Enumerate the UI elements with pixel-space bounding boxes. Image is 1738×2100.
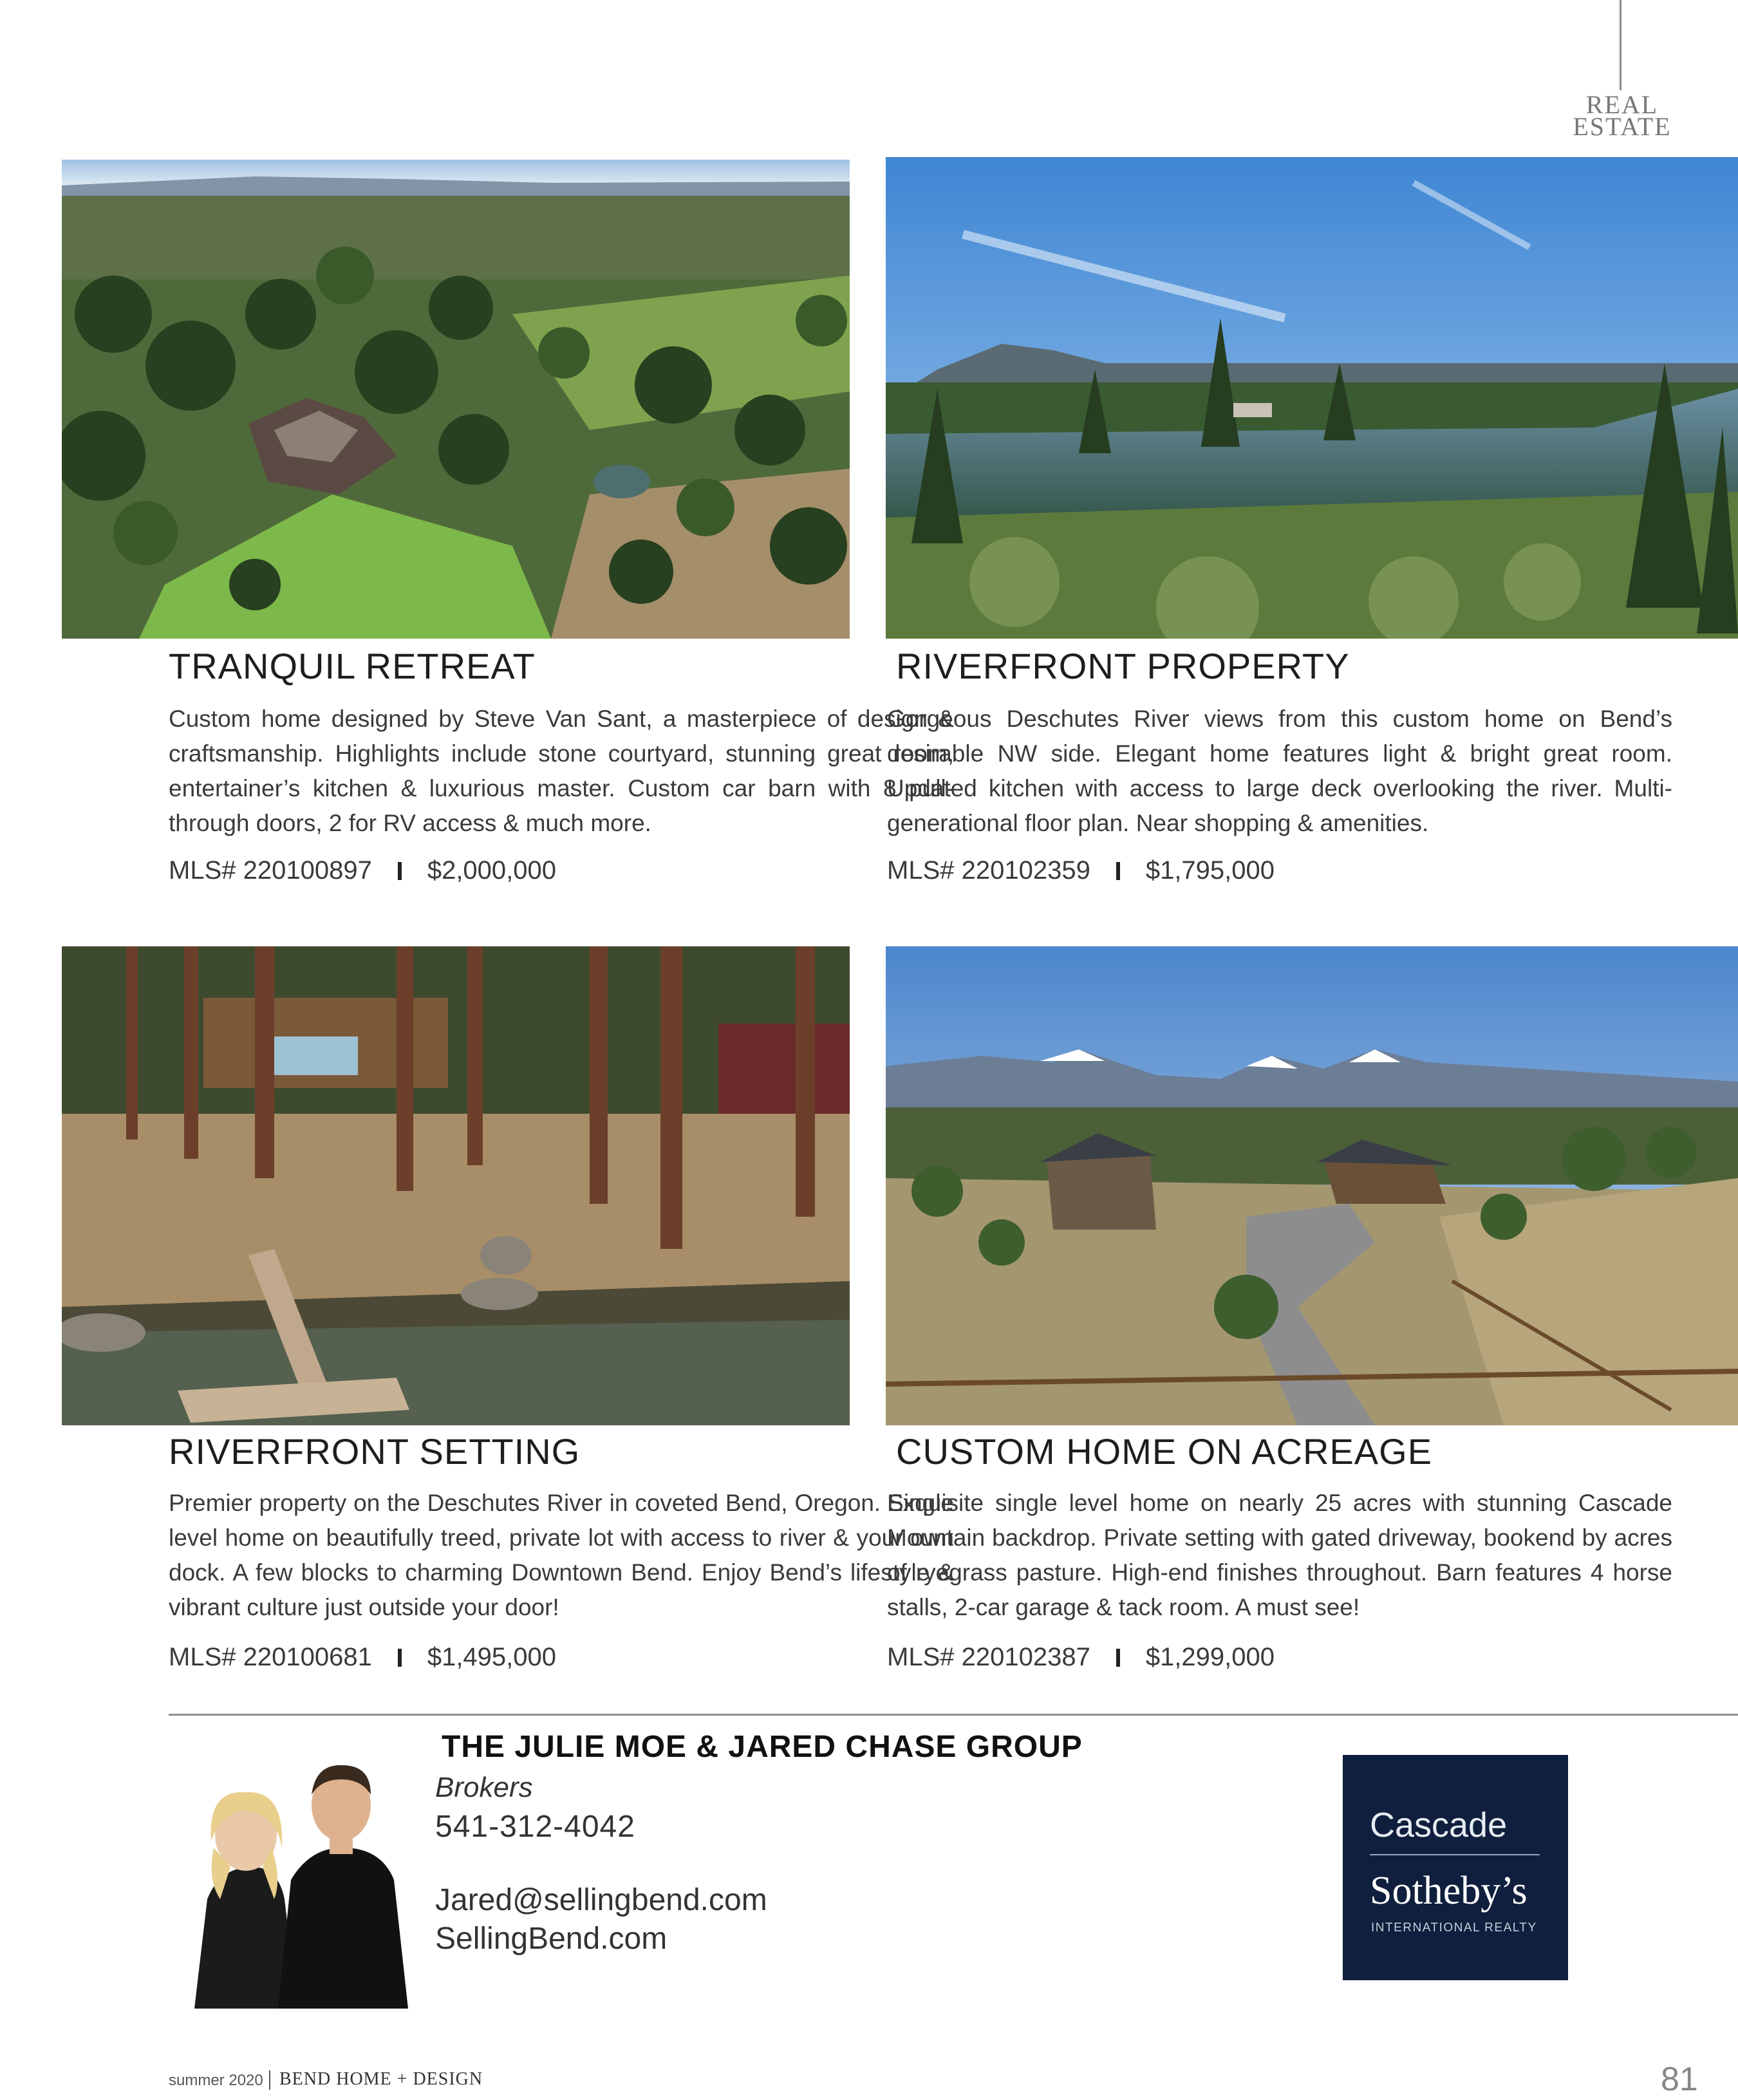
meta-separator [1116,1649,1120,1667]
meta-separator [1116,862,1120,880]
agent-role: Brokers [435,1772,533,1803]
listing-photo-tranquil-retreat [62,160,850,639]
listing-description: Premier property on the Deschutes River in coveted Bend, Oregon. Single level home on beautifully treed, private lot with access to river & your own dock. A few blocks to charming Downtown Bend. Enjoy Bend’s lifestyle & vibrant culture just outside your door! [169,1490,954,1620]
agent-group-name: THE JULIE MOE & JARED CHASE GROUP [442,1730,1083,1764]
listing-price: $1,299,000 [1145,1643,1275,1671]
agents-photo [169,1738,426,2009]
logo-rule [1370,1854,1540,1855]
listing-description: Gorgeous Deschutes River views from this custom home on Bend’s desirable NW side. Elegant home features light & bright great room. Updated kitchen with access to large deck overlooking the river. Multi-generational floor plan. Near shopping & amenities. [887,706,1672,836]
listing-title: TRANQUIL RETREAT [169,646,536,686]
section-divider [169,1714,1738,1716]
mls-number: MLS# 220102387 [887,1643,1090,1671]
listing-description: Custom home designed by Steve Van Sant, a masterpiece of design & craftsmanship. Highlights include stone courtyard, stunning great room, entertainer’s kitchen & luxurious master. Custom car barn with 8 pull-through doors, 2 for RV access & much more. [169,706,954,836]
section-rule [1620,0,1621,90]
section-label [1558,90,1687,141]
listing-meta [169,856,556,885]
listing-photo-custom-home-on-acreage [886,946,1738,1425]
listing-price: $2,000,000 [427,856,557,885]
section-label-line2: ESTATE [1573,112,1672,141]
listing-meta [887,1643,1275,1672]
listing-description: Exquisite single level home on nearly 25 acres with stunning Cascade Mountain backdrop. Private setting with gated driveway, bookend by acres of ryegrass pasture. High-end finishes throughout. Barn features 4 horse stalls, 2-car garage & tack room. A must see! [887,1490,1672,1620]
listing-meta [169,1643,556,1672]
logo-line-international: INTERNATIONAL REALTY [1371,1921,1537,1935]
section-label-line1: REAL [1585,90,1659,119]
sothebys-logo [1343,1755,1568,1980]
agent-email[interactable]: Jared@sellingbend.com [435,1883,767,1917]
listing-photo-riverfront-setting [62,946,850,1425]
mls-number: MLS# 220100681 [169,1643,372,1671]
page-number: 81 [1661,2061,1698,2098]
listing-title: RIVERFRONT PROPERTY [896,646,1350,686]
listing-title: CUSTOM HOME ON ACREAGE [896,1431,1433,1472]
logo-line-sothebys: Sotheby’s [1370,1869,1528,1913]
footer-magazine-title: BEND HOME + DESIGN [279,2069,483,2089]
listing-meta [887,856,1275,885]
agent-phone[interactable]: 541-312-4042 [435,1810,635,1844]
meta-separator [398,1649,402,1667]
listing-photo-riverfront-property [886,157,1738,639]
logo-line-cascade: Cascade [1370,1806,1508,1844]
listing-price: $1,495,000 [427,1643,557,1671]
mls-number: MLS# 220102359 [887,856,1090,885]
listing-title: RIVERFRONT SETTING [169,1431,581,1472]
mls-number: MLS# 220100897 [169,856,372,885]
meta-separator [398,862,402,880]
footer-separator [269,2070,270,2090]
footer-issue: summer 2020 [169,2072,263,2089]
listing-price: $1,795,000 [1145,856,1275,885]
agent-website[interactable]: SellingBend.com [435,1922,668,1956]
